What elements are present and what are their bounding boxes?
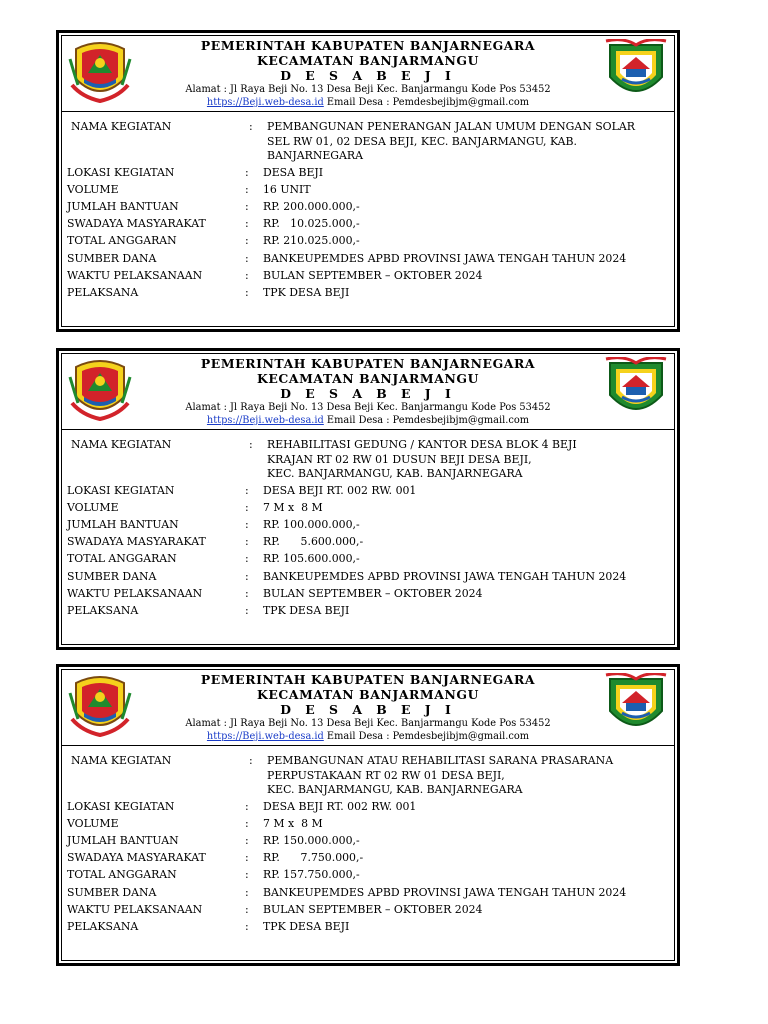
label-lokasi: LOKASI KEGIATAN <box>67 800 175 814</box>
row-bantuan <box>59 518 677 533</box>
row-sumber <box>59 570 677 585</box>
row-swadaya <box>59 535 677 550</box>
row-waktu <box>59 587 677 602</box>
label-volume: VOLUME <box>67 183 119 197</box>
row-pelaksana <box>59 604 677 619</box>
colon: : <box>245 885 249 899</box>
activity-card <box>56 348 680 650</box>
colon: : <box>245 552 249 566</box>
website-link[interactable]: https://Beji.web-desa.id <box>206 415 324 426</box>
value-waktu: BULAN SEPTEMBER – OKTOBER 2024 <box>263 586 483 600</box>
value-swadaya: RP. 5.600.000,- <box>263 535 364 549</box>
colon: : <box>245 569 249 583</box>
label-bantuan: JUMLAH BANTUAN <box>67 518 179 532</box>
letterhead <box>62 33 674 112</box>
row-lokasi <box>59 166 677 181</box>
label-sumber: SUMBER DANA <box>67 885 157 899</box>
address: Alamat : Jl Raya Beji No. 13 Desa Beji Kec. Banjarmangu Kode Pos 53452 <box>185 84 551 95</box>
colon: : <box>245 535 249 549</box>
label-pelaksana: PELAKSANA <box>67 919 139 933</box>
value-volume: 7 M x 8 M <box>263 501 323 515</box>
colon: : <box>249 438 253 451</box>
row-total <box>59 234 677 249</box>
colon: : <box>245 217 249 231</box>
colon: : <box>245 919 249 933</box>
colon: : <box>245 234 249 248</box>
colon: : <box>245 501 249 515</box>
value-nama-kegiatan: PEMBANGUNAN ATAU REHABILITASI SARANA PRASARANA PERPUSTAKAAN RT 02 RW 01 DESA BEJI, KEC. BANJARMANGU, KAB. BANJARNEGARA <box>267 754 614 796</box>
value-swadaya: RP. 10.025.000,- <box>263 217 360 231</box>
activity-details <box>59 430 677 618</box>
email-text: Email Desa : Pemdesbejibjm@gmail.com <box>323 415 530 426</box>
label-lokasi: LOKASI KEGIATAN <box>67 166 175 180</box>
letterhead-titles <box>132 672 604 743</box>
district-title: KECAMATAN BANJARMANGU <box>257 371 479 386</box>
colon: : <box>245 834 249 848</box>
value-pelaksana: TPK DESA BEJI <box>263 919 350 933</box>
colon: : <box>245 200 249 214</box>
letterhead <box>62 667 674 746</box>
label-total: TOTAL ANGGARAN <box>67 868 177 882</box>
email-text: Email Desa : Pemdesbejibjm@gmail.com <box>323 97 530 108</box>
letterhead-titles <box>132 356 604 427</box>
government-title: PEMERINTAH KABUPATEN BANJARNEGARA <box>200 356 536 371</box>
label-swadaya: SWADAYA MASYARAKAT <box>67 217 206 231</box>
row-nama-kegiatan <box>59 754 677 798</box>
colon: : <box>245 586 249 600</box>
colon: : <box>245 268 249 282</box>
activity-details <box>59 746 677 934</box>
row-bantuan <box>59 834 677 849</box>
value-total: RP. 210.025.000,- <box>263 234 360 248</box>
row-lokasi <box>59 484 677 499</box>
label-nama-kegiatan: NAMA KEGIATAN <box>71 120 172 133</box>
district-title: KECAMATAN BANJARMANGU <box>257 53 479 68</box>
row-nama-kegiatan <box>59 120 677 164</box>
contact-line <box>132 96 604 109</box>
colon: : <box>245 800 249 814</box>
government-title: PEMERINTAH KABUPATEN BANJARNEGARA <box>200 38 536 53</box>
row-volume <box>59 501 677 516</box>
kabupaten-emblem-icon <box>68 39 132 105</box>
label-nama-kegiatan: NAMA KEGIATAN <box>71 754 172 767</box>
address: Alamat : Jl Raya Beji No. 13 Desa Beji Kec. Banjarmangu Kode Pos 53452 <box>185 718 551 729</box>
colon: : <box>245 851 249 865</box>
village-title: D E S A B E J I <box>280 68 456 83</box>
row-nama-kegiatan <box>59 438 677 482</box>
label-pelaksana: PELAKSANA <box>67 285 139 299</box>
value-waktu: BULAN SEPTEMBER – OKTOBER 2024 <box>263 268 483 282</box>
village-title: D E S A B E J I <box>280 386 456 401</box>
village-emblem-icon <box>604 357 668 423</box>
value-bantuan: RP. 200.000.000,- <box>263 200 360 214</box>
value-sumber: BANKEUPEMDES APBD PROVINSI JAWA TENGAH TAHUN 2024 <box>263 569 627 583</box>
label-volume: VOLUME <box>67 817 119 831</box>
value-swadaya: RP. 7.750.000,- <box>263 851 364 865</box>
value-lokasi: DESA BEJI RT. 002 RW. 001 <box>263 484 417 498</box>
colon: : <box>245 902 249 916</box>
label-bantuan: JUMLAH BANTUAN <box>67 834 179 848</box>
row-total <box>59 552 677 567</box>
label-sumber: SUMBER DANA <box>67 569 157 583</box>
kabupaten-emblem-icon <box>68 673 132 739</box>
label-pelaksana: PELAKSANA <box>67 603 139 617</box>
label-waktu: WAKTU PELAKSANAAN <box>67 902 203 916</box>
row-total <box>59 868 677 883</box>
label-bantuan: JUMLAH BANTUAN <box>67 200 179 214</box>
colon: : <box>245 183 249 197</box>
label-volume: VOLUME <box>67 501 119 515</box>
label-waktu: WAKTU PELAKSANAAN <box>67 586 203 600</box>
value-total: RP. 157.750.000,- <box>263 868 360 882</box>
value-bantuan: RP. 100.000.000,- <box>263 518 360 532</box>
value-sumber: BANKEUPEMDES APBD PROVINSI JAWA TENGAH TAHUN 2024 <box>263 251 627 265</box>
activity-details <box>59 112 677 300</box>
row-pelaksana <box>59 920 677 935</box>
colon: : <box>249 120 253 133</box>
contact-line <box>132 414 604 427</box>
letterhead-titles <box>132 38 604 109</box>
government-title: PEMERINTAH KABUPATEN BANJARNEGARA <box>200 672 536 687</box>
label-total: TOTAL ANGGARAN <box>67 552 177 566</box>
value-volume: 7 M x 8 M <box>263 817 323 831</box>
value-nama-kegiatan: PEMBANGUNAN PENERANGAN JALAN UMUM DENGAN SOLAR SEL RW 01, 02 DESA BEJI, KEC. BANJARMANGU, KAB. BANJARNEGARA <box>267 120 635 162</box>
row-waktu <box>59 269 677 284</box>
label-total: TOTAL ANGGARAN <box>67 234 177 248</box>
activity-card <box>56 30 680 332</box>
colon: : <box>245 251 249 265</box>
colon: : <box>245 603 249 617</box>
colon: : <box>245 166 249 180</box>
row-sumber <box>59 252 677 267</box>
village-emblem-icon <box>604 673 668 739</box>
colon: : <box>245 285 249 299</box>
value-volume: 16 UNIT <box>263 183 311 197</box>
value-nama-kegiatan: REHABILITASI GEDUNG / KANTOR DESA BLOK 4 BEJI KRAJAN RT 02 RW 01 DUSUN BEJI DESA BEJI, KEC. BANJARMANGU, KAB. BANJARNEGARA <box>267 438 577 480</box>
label-swadaya: SWADAYA MASYARAKAT <box>67 535 206 549</box>
row-volume <box>59 817 677 832</box>
letterhead <box>62 351 674 430</box>
district-title: KECAMATAN BANJARMANGU <box>257 687 479 702</box>
activity-card <box>56 664 680 966</box>
label-lokasi: LOKASI KEGIATAN <box>67 484 175 498</box>
row-sumber <box>59 886 677 901</box>
value-total: RP. 105.600.000,- <box>263 552 360 566</box>
row-bantuan <box>59 200 677 215</box>
website-link[interactable]: https://Beji.web-desa.id <box>206 731 324 742</box>
label-waktu: WAKTU PELAKSANAAN <box>67 268 203 282</box>
kabupaten-emblem-icon <box>68 357 132 423</box>
label-sumber: SUMBER DANA <box>67 251 157 265</box>
address: Alamat : Jl Raya Beji No. 13 Desa Beji Kec. Banjarmangu Kode Pos 53452 <box>185 402 551 413</box>
colon: : <box>245 518 249 532</box>
row-waktu <box>59 903 677 918</box>
row-lokasi <box>59 800 677 815</box>
value-bantuan: RP. 150.000.000,- <box>263 834 360 848</box>
contact-line <box>132 730 604 743</box>
row-volume <box>59 183 677 198</box>
value-lokasi: DESA BEJI RT. 002 RW. 001 <box>263 800 417 814</box>
row-swadaya <box>59 851 677 866</box>
label-swadaya: SWADAYA MASYARAKAT <box>67 851 206 865</box>
row-pelaksana <box>59 286 677 301</box>
row-swadaya <box>59 217 677 232</box>
value-waktu: BULAN SEPTEMBER – OKTOBER 2024 <box>263 902 483 916</box>
value-sumber: BANKEUPEMDES APBD PROVINSI JAWA TENGAH TAHUN 2024 <box>263 885 627 899</box>
value-pelaksana: TPK DESA BEJI <box>263 603 350 617</box>
village-title: D E S A B E J I <box>280 702 456 717</box>
value-pelaksana: TPK DESA BEJI <box>263 285 350 299</box>
email-text: Email Desa : Pemdesbejibjm@gmail.com <box>323 731 530 742</box>
website-link[interactable]: https://Beji.web-desa.id <box>206 97 324 108</box>
label-nama-kegiatan: NAMA KEGIATAN <box>71 438 172 451</box>
village-emblem-icon <box>604 39 668 105</box>
colon: : <box>249 754 253 767</box>
value-lokasi: DESA BEJI <box>263 166 324 180</box>
colon: : <box>245 484 249 498</box>
colon: : <box>245 817 249 831</box>
colon: : <box>245 868 249 882</box>
